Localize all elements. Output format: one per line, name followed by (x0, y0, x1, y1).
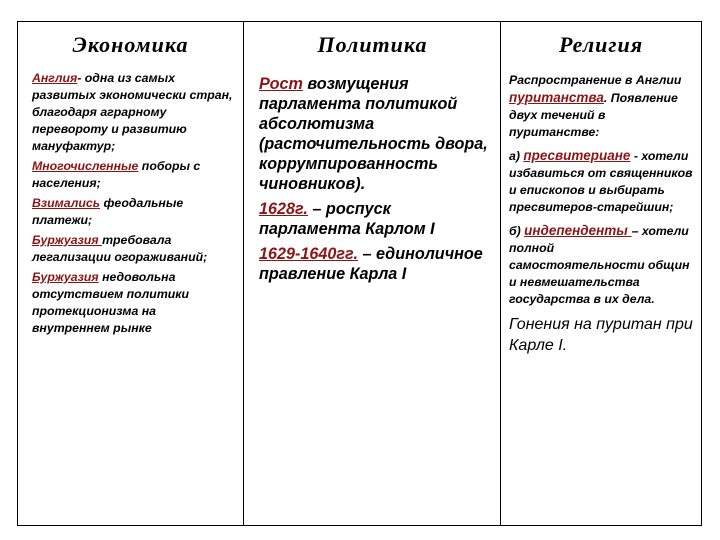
economy-text: недовольна отсутствием политики протекционизма на внутреннем рынке (32, 270, 190, 335)
religion-item: Гонения на пуритан при Карле I. (509, 316, 693, 354)
politics-item (259, 74, 493, 194)
economy-item (32, 232, 233, 266)
economy-text: поборы с населения; (32, 159, 201, 190)
religion-prefix: а) (509, 149, 524, 163)
religion-text: – хотели полной самостоятельности общин и невмешательства государства в их дела. (509, 224, 690, 306)
religion-term: пресвитериане (523, 148, 631, 163)
religion-text: . Появление двух течений в пуританстве: (509, 91, 678, 139)
religion-prefix: б) (509, 224, 525, 238)
comparison-table (17, 21, 702, 526)
economy-text: требовала легализации огораживаний; (32, 233, 208, 264)
religion-term: пуританства (509, 90, 604, 105)
economy-term: Взимались (32, 196, 101, 210)
religion-term: индепенденты (524, 223, 632, 238)
politics-item (259, 199, 493, 239)
economy-term: Англия (32, 71, 78, 85)
religion-item (509, 72, 693, 141)
politics-text: – единоличное правление Карла I (259, 245, 483, 283)
politics-body (244, 74, 501, 289)
politics-header: Политика (317, 32, 428, 57)
religion-text: Распространение в Англии (509, 73, 682, 87)
economy-term: Многочисленные (32, 159, 139, 173)
economy-text: - одна из самых развитых экономически стран, благодаря аграрному перевороту и развитию мануфактур; (32, 71, 233, 153)
religion-item (509, 222, 693, 308)
economy-item (32, 269, 233, 337)
religion-column (500, 22, 701, 525)
economy-item (32, 70, 233, 155)
politics-text: – роспуск парламента Карлом I (259, 200, 435, 238)
politics-term: Рост (259, 75, 303, 93)
economy-body (18, 70, 243, 340)
economy-header: Экономика (72, 32, 189, 57)
economy-text: феодальные платежи; (32, 196, 184, 227)
economy-term: Буржуазия (32, 270, 99, 284)
politics-text: возмущения парламента политикой абсолютизма (расточительность двора, коррумпированность чиновников). (259, 75, 488, 193)
economy-term: Буржуазия (32, 233, 103, 247)
religion-body (501, 72, 701, 362)
religion-item (509, 147, 693, 216)
politics-item (259, 244, 493, 284)
politics-term: 1629-1640гг. (259, 245, 358, 263)
religion-header: Религия (558, 32, 644, 57)
economy-item (32, 195, 233, 229)
politics-column (243, 22, 501, 525)
economy-column (18, 22, 243, 525)
politics-term: 1628г. (259, 200, 308, 218)
religion-text: - хотели избавиться от священников и епископов и выбирать пресвитеров-старейшин; (509, 149, 693, 214)
economy-item (32, 158, 233, 192)
